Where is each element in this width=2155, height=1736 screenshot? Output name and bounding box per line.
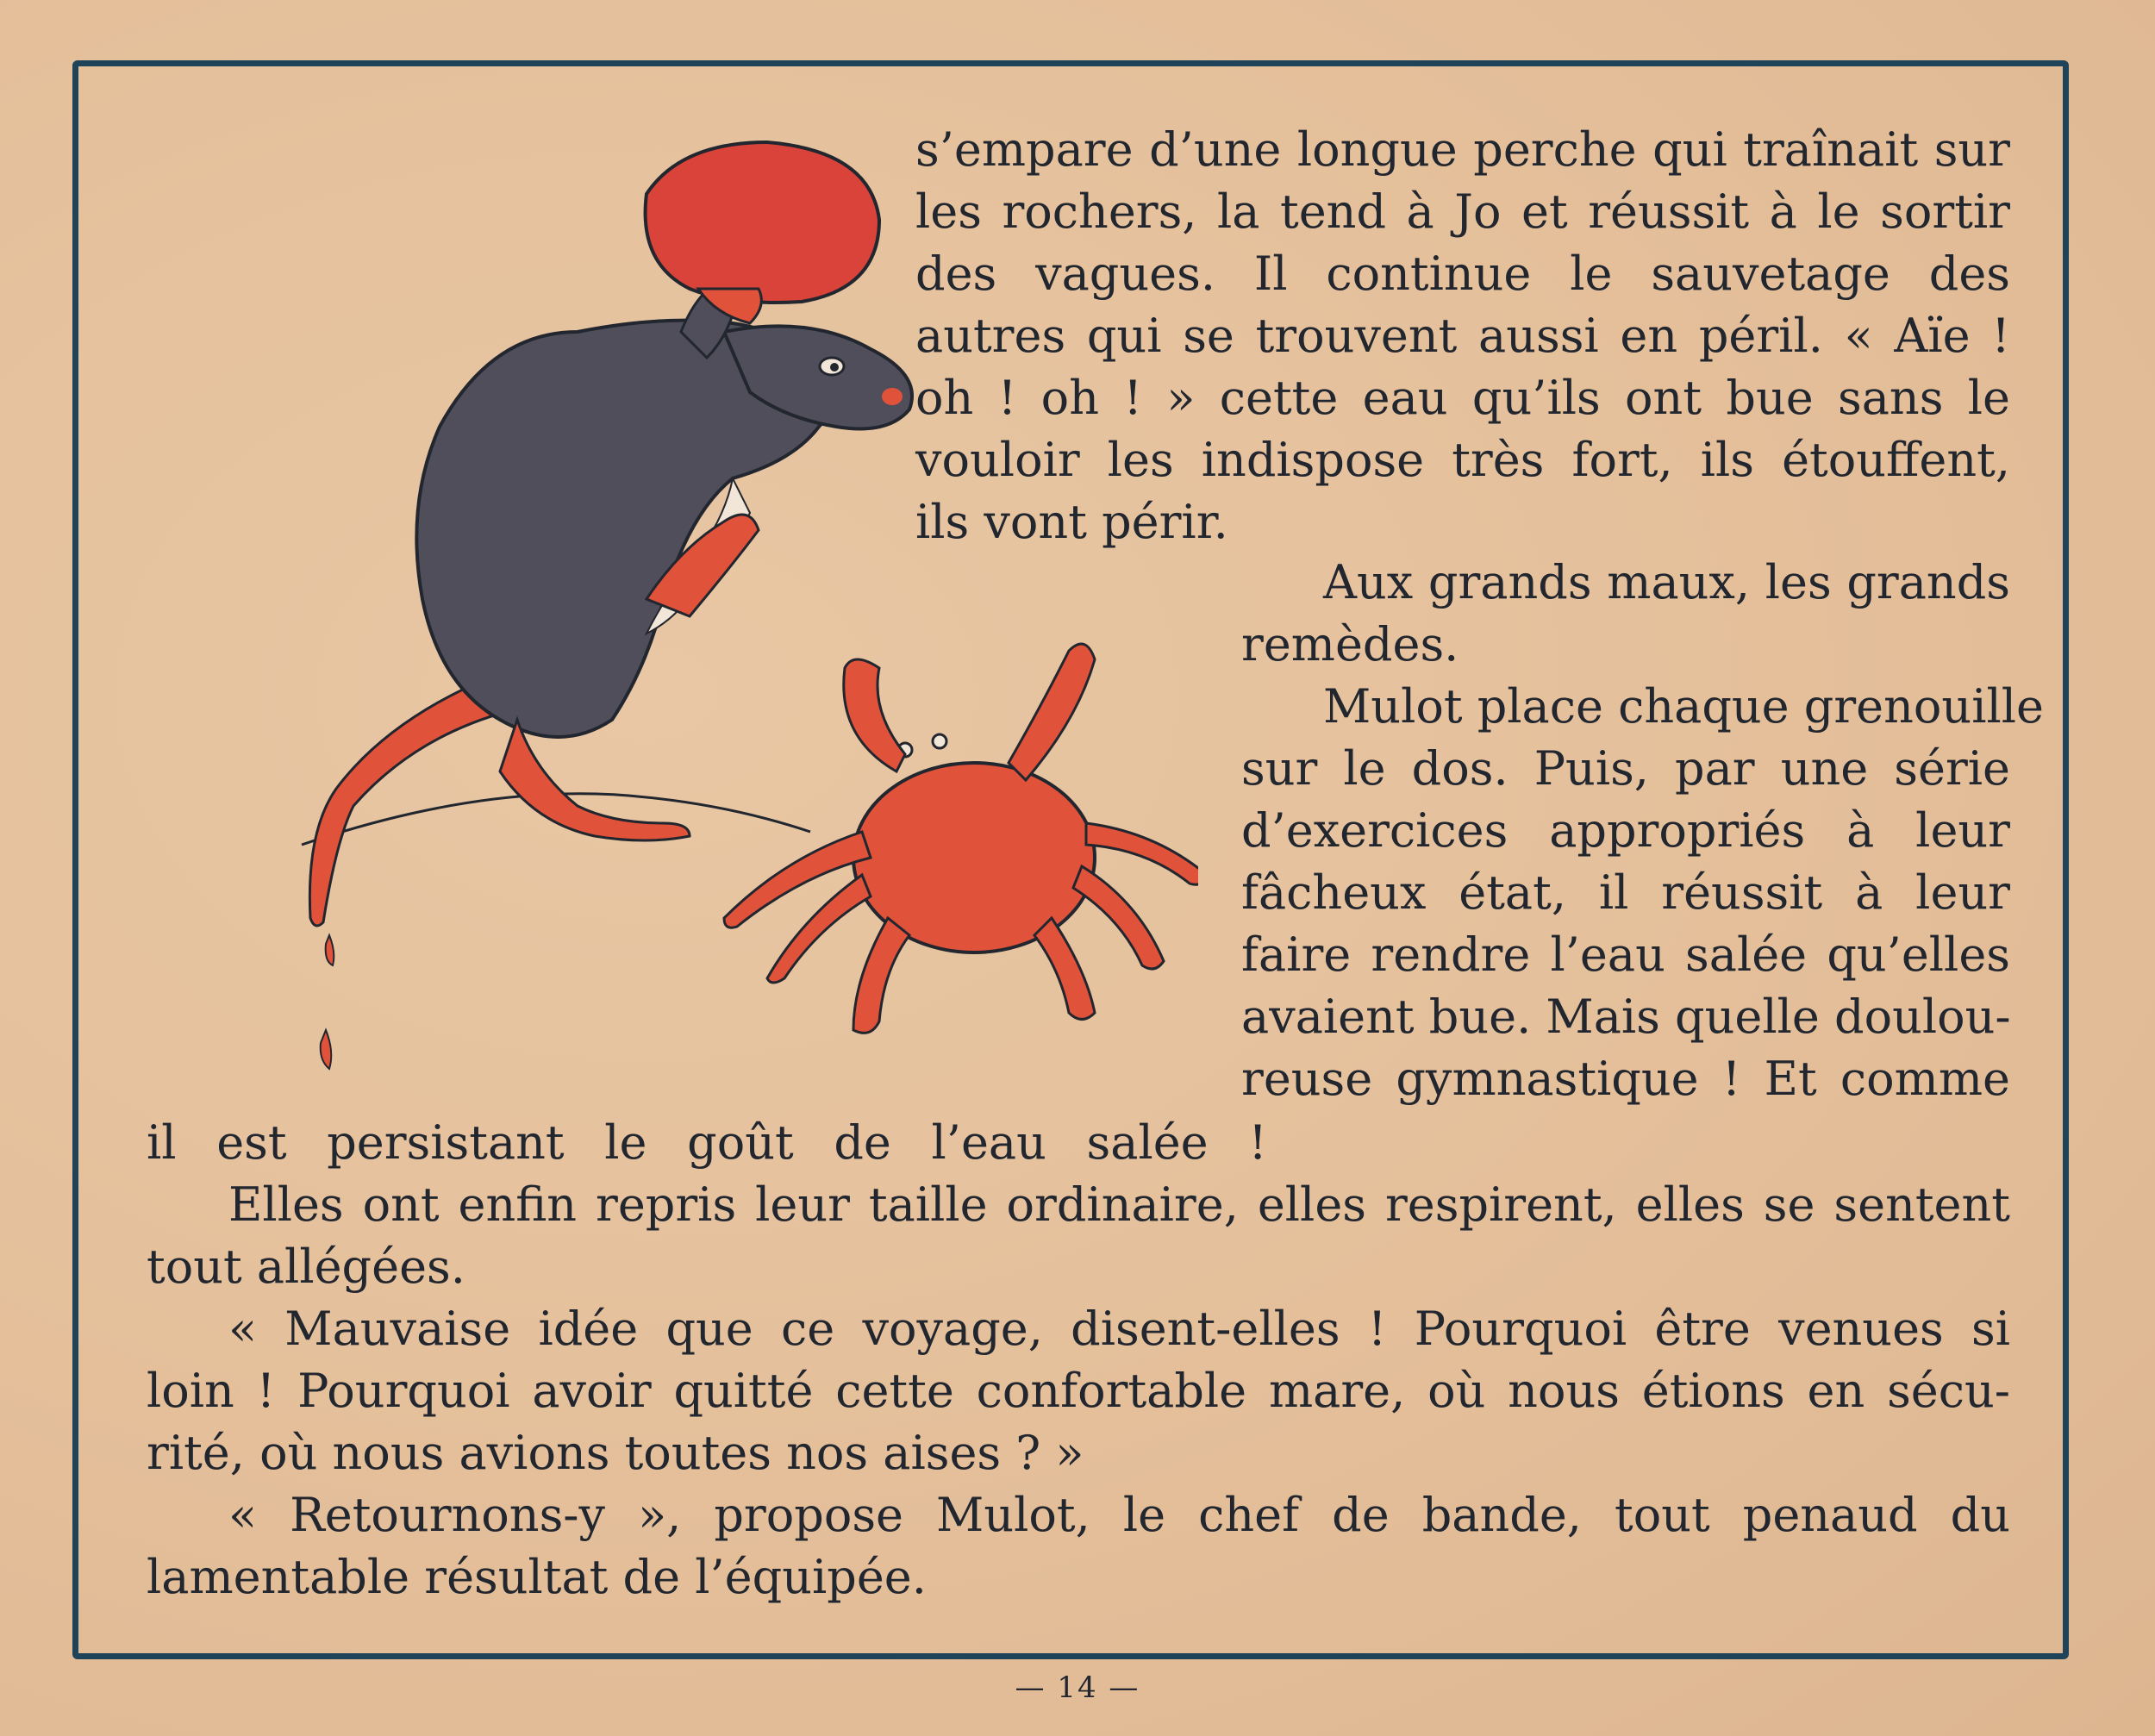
text-line: autres qui se trouvent aussi en péril. « Aïe !: [915, 309, 2010, 363]
red-bundle: [646, 142, 879, 303]
text-column-mid-right: [1241, 552, 2044, 1110]
text-line: lamentable résultat de l’équipée.: [147, 1550, 927, 1604]
text-line: tout allégées.: [147, 1240, 465, 1294]
text-line: Elles ont enfin repris leur taille ordinaire, elles respirent, elles se sentent: [228, 1177, 2010, 1232]
text-line: Mulot place chaque grenouille: [1323, 679, 2044, 734]
text-line: s’empare d’une longue perche qui traînait sur: [915, 122, 2010, 177]
text-line: « Retournons-y », propose Mulot, le chef de bande, tout penaud du: [228, 1488, 2010, 1542]
crab-figure: [724, 644, 1198, 1033]
text-line: fâcheux état, il réussit à leur: [1241, 865, 2010, 920]
text-line: reuse gymnastique ! Et comme: [1241, 1052, 2010, 1106]
page-number: — 14 —: [1015, 1670, 1140, 1705]
text-line: « Mauvaise idée que ce voyage, disent-elles ! Pourquoi être venues si: [228, 1302, 2010, 1356]
text-body-full-width: [147, 1112, 2010, 1608]
text-line: ils vont périr.: [915, 495, 1228, 549]
text-line: Aux grands maux, les grands: [1323, 555, 2010, 609]
text-line: rité, où nous avions toutes nos aises ? »: [147, 1426, 1084, 1480]
text-line: faire rendre l’eau salée qu’elles: [1241, 927, 2010, 982]
text-column-upper-right: [915, 119, 2010, 553]
text-line: sur le dos. Puis, par une série: [1241, 741, 2010, 796]
text-line: d’exercices appropriés à leur: [1241, 803, 2010, 858]
text-line: il est persistant le goût de l’eau salée !: [147, 1115, 1267, 1170]
text-line: des vagues. Il continue le sauvetage des: [915, 247, 2010, 301]
text-line: remèdes.: [1241, 617, 1459, 671]
text-line: les rochers, la tend à Jo et réussit à le sortir: [915, 184, 2010, 239]
mouse-nose: [882, 388, 903, 405]
text-line: oh ! oh ! » cette eau qu’ils ont bue sans le: [915, 371, 2010, 425]
text-line: avaient bue. Mais quelle doulou-: [1241, 990, 2011, 1044]
text-line: loin ! Pourquoi avoir quitté cette confortable mare, où nous étions en sécu-: [147, 1364, 2010, 1418]
text-line: vouloir les indispose très fort, ils étouffent,: [915, 433, 2010, 487]
